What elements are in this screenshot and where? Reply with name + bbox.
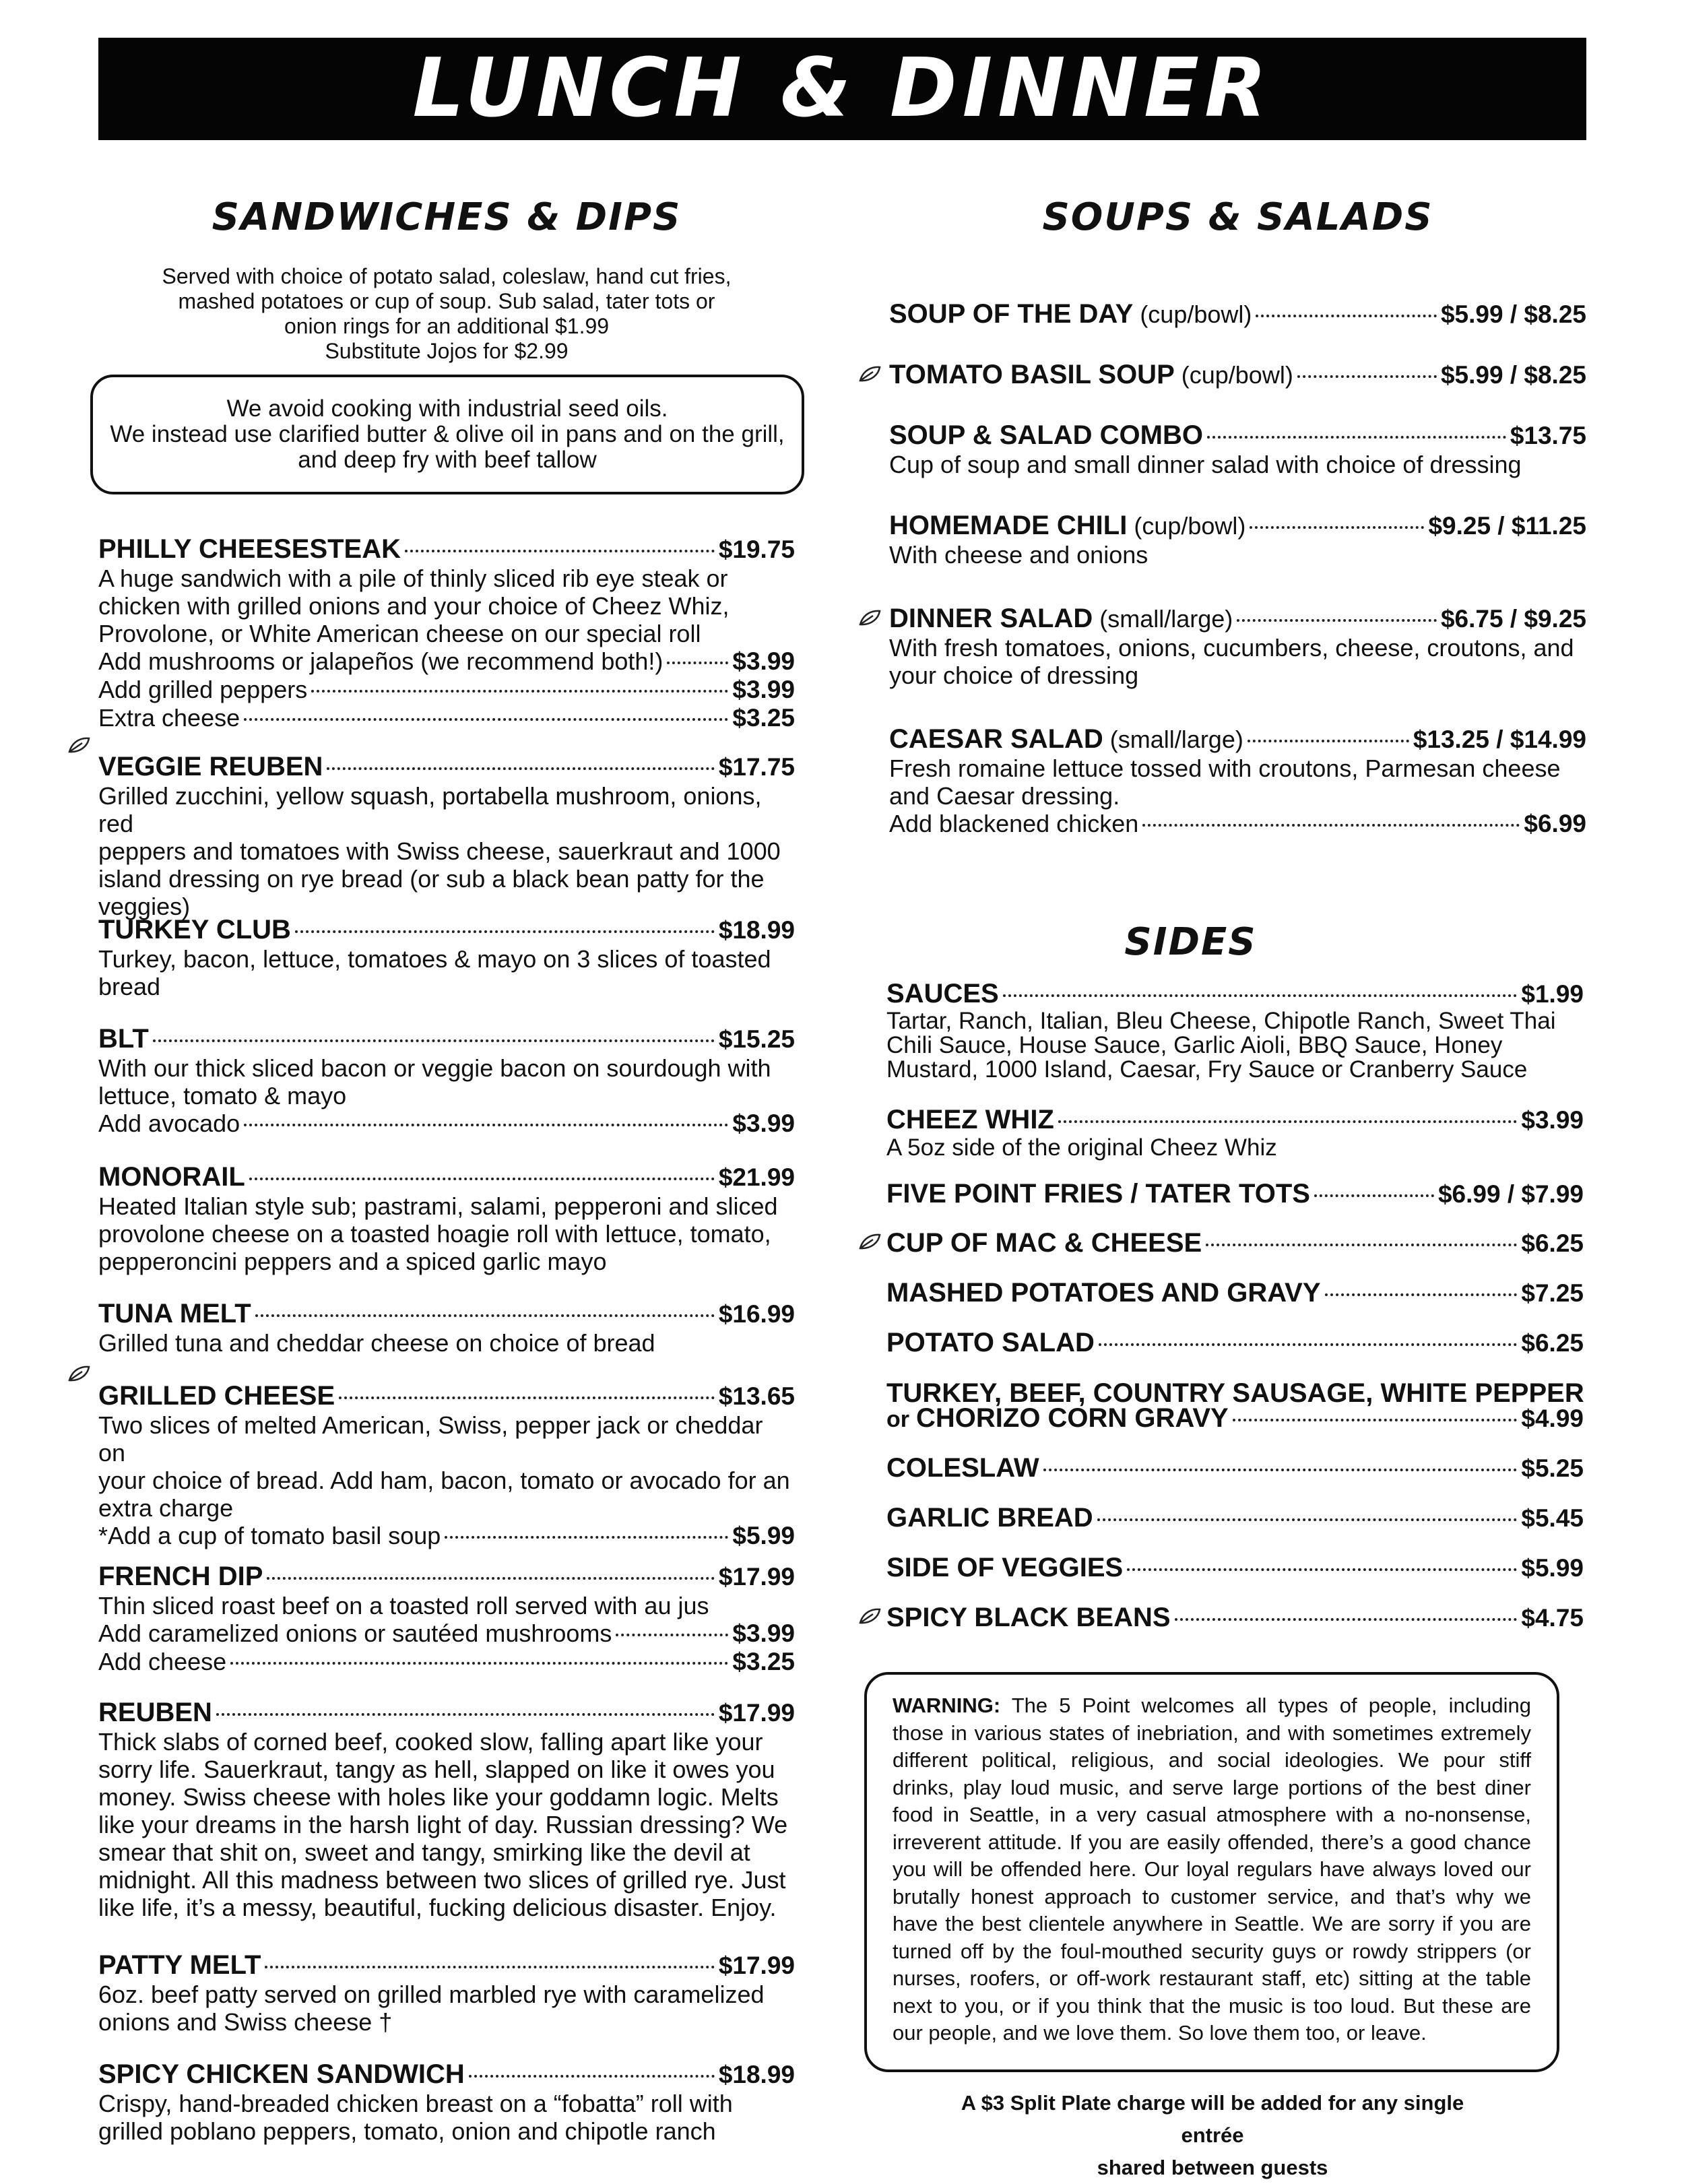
dot-leader xyxy=(327,767,714,770)
item-description: Grilled zucchini, yellow squash, portabella mushroom, onions, red peppers and tomatoes with Swiss cheese, sauerkraut and 1000 island dressing on rye bread (or sub a black bean patty for the veggies) xyxy=(98,782,781,920)
menu-item-tuna-melt: TUNA MELT $16.99 Grilled tuna and cheddar cheese on choice of bread xyxy=(98,1299,795,1357)
addon-row: Add caramelized onions or sautéed mushrooms $3.99 xyxy=(98,1619,795,1647)
leaf-icon xyxy=(858,1233,881,1250)
item-price: $17.75 xyxy=(718,753,795,781)
dot-leader xyxy=(445,1536,728,1539)
menu-item-patty-melt: PATTY MELT $17.99 6oz. beef patty served on grilled marbled rye with caramelized onions and Swiss cheese † xyxy=(98,1950,795,2036)
warning-label: WARNING: xyxy=(893,1694,1001,1717)
sides-choice-intro: Served with choice of potato salad, coleslaw, hand cut fries, mashed potatoes or cup of soup. Sub salad, tater tots or onion rings for an additional $1.99 Substitute Jojos for $2.99 xyxy=(162,264,732,363)
side-coleslaw: COLESLAW $5.25 xyxy=(886,1453,1584,1483)
item-price: $17.99 xyxy=(718,1563,795,1591)
side-mac-cheese: CUP OF MAC & CHEESE $6.25 xyxy=(886,1228,1584,1258)
item-price: $5.99 / $8.25 xyxy=(1440,300,1586,328)
addon-row: Add mushrooms or jalapeños (we recommend both!) $3.99 xyxy=(98,647,795,675)
item-price: $9.25 / $11.25 xyxy=(1428,512,1586,540)
dot-leader xyxy=(311,690,728,693)
dot-leader xyxy=(230,1662,728,1665)
item-description: Turkey, bacon, lettuce, tomatoes & mayo on 3 slices of toasted bread xyxy=(98,945,771,1000)
item-description: Two slices of melted American, Swiss, pepper jack or cheddar on your choice of bread. Add ham, bacon, tomato or avocado for an extra charge xyxy=(98,1411,790,1522)
menu-item-reuben: REUBEN $17.99 Thick slabs of corned beef, cooked slow, falling apart like your sorry life. Sauerkraut, tangy as hell, slapped on like it owes you money. Swiss cheese with holes like your goddamn logic. Melts like your dreams in the harsh light of day. Russian dressing? We smear that shit on, sweet and tangy, smirking like the devil at midnight. All this madness between two slices of grilled rye. Just like life, it’s a messy, beautiful, fucking delicious disaster. Enjoy. xyxy=(98,1698,795,1921)
item-description: With fresh tomatoes, onions, cucumbers, cheese, croutons, and your choice of dressing xyxy=(889,634,1574,689)
menu-item-homemade-chili: HOMEMADE CHILI (cup/bowl) $9.25 / $11.25 With cheese and onions xyxy=(889,511,1586,569)
dot-leader xyxy=(1175,1618,1518,1621)
item-price: $18.99 xyxy=(718,2061,795,2088)
dot-leader xyxy=(1127,1568,1517,1571)
item-description: A 5oz side of the original Cheez Whiz xyxy=(886,1134,1277,1161)
leaf-icon xyxy=(858,1607,881,1625)
item-price: $17.99 xyxy=(718,1699,795,1727)
item-price: $13.65 xyxy=(718,1382,795,1410)
side-mashed-potatoes: MASHED POTATOES AND GRAVY $7.25 xyxy=(886,1278,1584,1308)
dot-leader xyxy=(295,930,715,933)
menu-item-spicy-chicken-sandwich: SPICY CHICKEN SANDWICH $18.99 Crispy, hand-breaded chicken breast on a “fobatta” roll with grilled poblano peppers, tomato, onion and chipotle ranch xyxy=(98,2059,795,2145)
menu-item-caesar-salad: CAESAR SALAD (small/large) $13.25 / $14.99 Fresh romaine lettuce tossed with croutons, Parmesan cheese and Caesar dressing. Add blackened chicken $6.99 xyxy=(889,724,1586,837)
menu-item-monorail: MONORAIL $21.99 Heated Italian style sub; pastrami, salami, pepperoni and sliced provolone cheese on a toasted hoagie roll with lettuce, tomato, pepperoncini peppers and a spiced garlic mayo xyxy=(98,1162,795,1275)
item-price: $19.75 xyxy=(718,536,795,563)
dot-leader xyxy=(1256,315,1437,317)
leaf-icon xyxy=(858,609,881,627)
addon-row: Add cheese $3.25 xyxy=(98,1648,795,1675)
addon-row: Add blackened chicken $6.99 xyxy=(889,810,1586,837)
item-description: With our thick sliced bacon or veggie bacon on sourdough with lettuce, tomato & mayo xyxy=(98,1054,771,1110)
sandwiches-section xyxy=(98,0,795,2179)
item-description: Grilled tuna and cheddar cheese on choice of bread xyxy=(98,1329,655,1357)
item-price: $15.25 xyxy=(718,1025,795,1053)
addon-row: Add avocado $3.99 xyxy=(98,1110,795,1137)
sides-heading: SIDES xyxy=(1124,920,1257,964)
item-price: $16.99 xyxy=(718,1300,795,1328)
item-price: $13.25 / $14.99 xyxy=(1413,726,1586,753)
dot-leader xyxy=(216,1713,715,1716)
menu-item-blt: BLT $15.25 With our thick sliced bacon or veggie bacon on sourdough with lettuce, tomato & mayo Add avocado $3.99 xyxy=(98,1024,795,1137)
dot-leader xyxy=(1097,1518,1518,1521)
dot-leader xyxy=(1043,1469,1518,1471)
item-description: Thin sliced roast beef on a toasted roll served with au jus xyxy=(98,1592,709,1619)
item-price: $21.99 xyxy=(718,1163,795,1191)
dot-leader xyxy=(339,1396,715,1399)
item-description: Heated Italian style sub; pastrami, salami, pepperoni and sliced provolone cheese on a toasted hoagie roll with lettuce, tomato, pepperoncini peppers and a spiced garlic mayo xyxy=(98,1192,778,1275)
section-heading: SANDWICHES & DIPS xyxy=(212,195,682,239)
menu-item-dinner-salad: DINNER SALAD (small/large) $6.75 / $9.25 With fresh tomatoes, onions, cucumbers, cheese, croutons, and your choice of dressing xyxy=(889,604,1586,689)
page-title: LUNCH & DINNER xyxy=(98,38,1586,140)
addon-row: Extra cheese $3.25 xyxy=(98,704,795,732)
dot-leader xyxy=(469,2075,715,2078)
dot-leader xyxy=(1325,1293,1518,1296)
item-description: Tartar, Ranch, Italian, Bleu Cheese, Chipotle Ranch, Sweet Thai Chili Sauce, House Sauce, Garlic Aioli, BBQ Sauce, Honey Mustard, 1000 Island, Caesar, Fry Sauce or Cranberry Sauce xyxy=(886,1008,1556,1083)
leaf-icon xyxy=(858,365,881,383)
side-garlic-bread: GARLIC BREAD $5.45 xyxy=(886,1503,1584,1533)
item-price: $18.99 xyxy=(718,916,795,944)
dot-leader xyxy=(1003,994,1518,997)
dot-leader xyxy=(405,550,715,552)
side-fries-tots: FIVE POINT FRIES / TATER TOTS $6.99 / $7.99 xyxy=(886,1179,1584,1209)
addon-row: *Add a cup of tomato basil soup $5.99 xyxy=(98,1522,795,1549)
dot-leader xyxy=(1207,436,1506,439)
side-veggies: SIDE OF VEGGIES $5.99 xyxy=(886,1553,1584,1582)
dot-leader xyxy=(667,662,728,664)
leaf-icon xyxy=(67,1365,90,1382)
side-spicy-black-beans: SPICY BLACK BEANS $4.75 xyxy=(886,1603,1584,1632)
dot-leader xyxy=(255,1314,715,1317)
menu-item-philly-cheesesteak: PHILLY CHEESESTEAK $19.75 A huge sandwich with a pile of thinly sliced rib eye steak or chicken with grilled onions and your choice of Cheez Whiz, Provolone, or White American cheese on our special roll Add mushrooms or jalapeños (we recommend both!) $3.99 Add grilled peppers $3.99 Extra cheese $3.25 xyxy=(98,534,795,732)
section-heading: SOUPS & SALADS xyxy=(1042,195,1433,239)
menu-item-tomato-basil-soup: TOMATO BASIL SOUP (cup/bowl) $5.99 / $8.25 xyxy=(889,360,1586,389)
dot-leader xyxy=(1233,1419,1518,1421)
dot-leader xyxy=(1248,740,1409,742)
leaf-icon xyxy=(67,736,90,754)
dot-leader xyxy=(1142,824,1520,827)
item-price: $17.99 xyxy=(718,1952,795,1979)
dot-leader xyxy=(1058,1120,1518,1123)
item-price: $6.75 / $9.25 xyxy=(1440,605,1586,633)
item-description: A huge sandwich with a pile of thinly sliced rib eye steak or chicken with grilled onions and your choice of Cheez Whiz, Provolone, or White American cheese on our special roll xyxy=(98,565,730,647)
side-gravy: TURKEY, BEEF, COUNTRY SAUSAGE, WHITE PEPPER or CHORIZO CORN GRAVY $4.99 xyxy=(886,1378,1584,1433)
item-description: 6oz. beef patty served on grilled marbled rye with caramelized onions and Swiss cheese † xyxy=(98,1981,765,2036)
dot-leader xyxy=(265,1966,714,1968)
dot-leader xyxy=(1250,526,1424,529)
dot-leader xyxy=(616,1634,728,1636)
dot-leader xyxy=(267,1577,714,1580)
menu-item-turkey-club: TURKEY CLUB $18.99 Turkey, bacon, lettuce, tomatoes & mayo on 3 slices of toasted bread xyxy=(98,915,795,1000)
menu-item-soup-salad-combo: SOUP & SALAD COMBO $13.75 Cup of soup and small dinner salad with choice of dressing xyxy=(889,420,1586,478)
dot-leader xyxy=(1237,619,1437,622)
item-description: Crispy, hand-breaded chicken breast on a “fobatta” roll with grilled poblano peppers, tomato, onion and chipotle ranch xyxy=(98,2090,733,2145)
addon-row: Add grilled peppers $3.99 xyxy=(98,676,795,703)
item-description: With cheese and onions xyxy=(889,541,1148,569)
menu-item-veggie-reuben: VEGGIE REUBEN $17.75 Grilled zucchini, yellow squash, portabella mushroom, onions, red peppers and tomatoes with Swiss cheese, sauerkraut and 1000 island dressing on rye bread (or sub a black bean patty for the veggies) xyxy=(98,752,795,920)
dot-leader xyxy=(244,718,728,721)
split-plate-note: A $3 Split Plate charge will be added for any single entrée shared between guests xyxy=(961,2091,1464,2179)
side-cheez-whiz: CHEEZ WHIZ $3.99 A 5oz side of the original Cheez Whiz xyxy=(886,1105,1584,1161)
item-price: $13.75 xyxy=(1510,422,1586,449)
dot-leader xyxy=(1099,1343,1518,1346)
item-price: $5.99 / $8.25 xyxy=(1440,361,1586,389)
item-description: Cup of soup and small dinner salad with choice of dressing xyxy=(889,451,1522,478)
dot-leader xyxy=(1297,375,1437,378)
warning-text: The 5 Point welcomes all types of people, including those in various states of inebriation, and with sometimes extremely different political, religious, and social ideologies. We pour stiff drinks, play loud music, and serve large portions of the best diner food in Seattle, in a very casual atmosphere with a no-nonsense, irreverent attitude. If you are easily offended, there’s a good chance you will be offended here. Our loyal regulars have always loved our brutally honest approach to customer service, and that’s why we have the best clientele anywhere in Seattle. We are sorry if you are turned off by the foul-mouthed security guys or rowdy strippers (or nurses, roofers, or off-work restaurant staff, etc) sitting at the table next to you, or if you think that the music is too loud. But these are our people, and we love them. So love them too, or leave. xyxy=(893,1694,1531,2045)
menu-item-french-dip: FRENCH DIP $17.99 Thin sliced roast beef on a toasted roll served with au jus Add caramelized onions or sautéed mushrooms $3.99 Add cheese $3.25 xyxy=(98,1562,795,1675)
dot-leader xyxy=(1206,1244,1517,1246)
dot-leader xyxy=(153,1039,715,1042)
side-sauces: SAUCES $1.99 Tartar, Ranch, Italian, Bleu Cheese, Chipotle Ranch, Sweet Thai Chili Sauce, House Sauce, Garlic Aioli, BBQ Sauce, Honey Mustard, 1000 Island, Caesar, Fry Sauce or Cranberry Sauce xyxy=(886,979,1584,1083)
side-potato-salad: POTATO SALAD $6.25 xyxy=(886,1328,1584,1357)
item-description: Thick slabs of corned beef, cooked slow, falling apart like your sorry life. Sauerkraut, tangy as hell, slapped on like it owes you money. Swiss cheese with holes like your goddamn logic. Melts like your dreams in the harsh light of day. Russian dressing? We smear that shit on, sweet and tangy, smirking like the devil at midnight. All this madness between two slices of grilled rye. Just like life, it’s a messy, beautiful, fucking delicious disaster. Enjoy. xyxy=(98,1728,788,1921)
cooking-oil-note: We avoid cooking with industrial seed oils. We instead use clarified butter & olive oil in pans and on the grill, and deep fry with beef tallow xyxy=(90,375,804,494)
menu-item-soup-of-the-day: SOUP OF THE DAY (cup/bowl) $5.99 / $8.25 xyxy=(889,299,1586,329)
dot-leader xyxy=(244,1124,728,1126)
dot-leader xyxy=(249,1178,715,1180)
menu-item-grilled-cheese: GRILLED CHEESE $13.65 Two slices of melted American, Swiss, pepper jack or cheddar on your choice of bread. Add ham, bacon, tomato or avocado for an extra charge *Add a cup of tomato basil soup $5.99 xyxy=(98,1381,795,1549)
item-description: Fresh romaine lettuce tossed with croutons, Parmesan cheese and Caesar dressing. xyxy=(889,754,1561,810)
dot-leader xyxy=(1314,1194,1434,1197)
warning-box xyxy=(864,1672,1559,2072)
